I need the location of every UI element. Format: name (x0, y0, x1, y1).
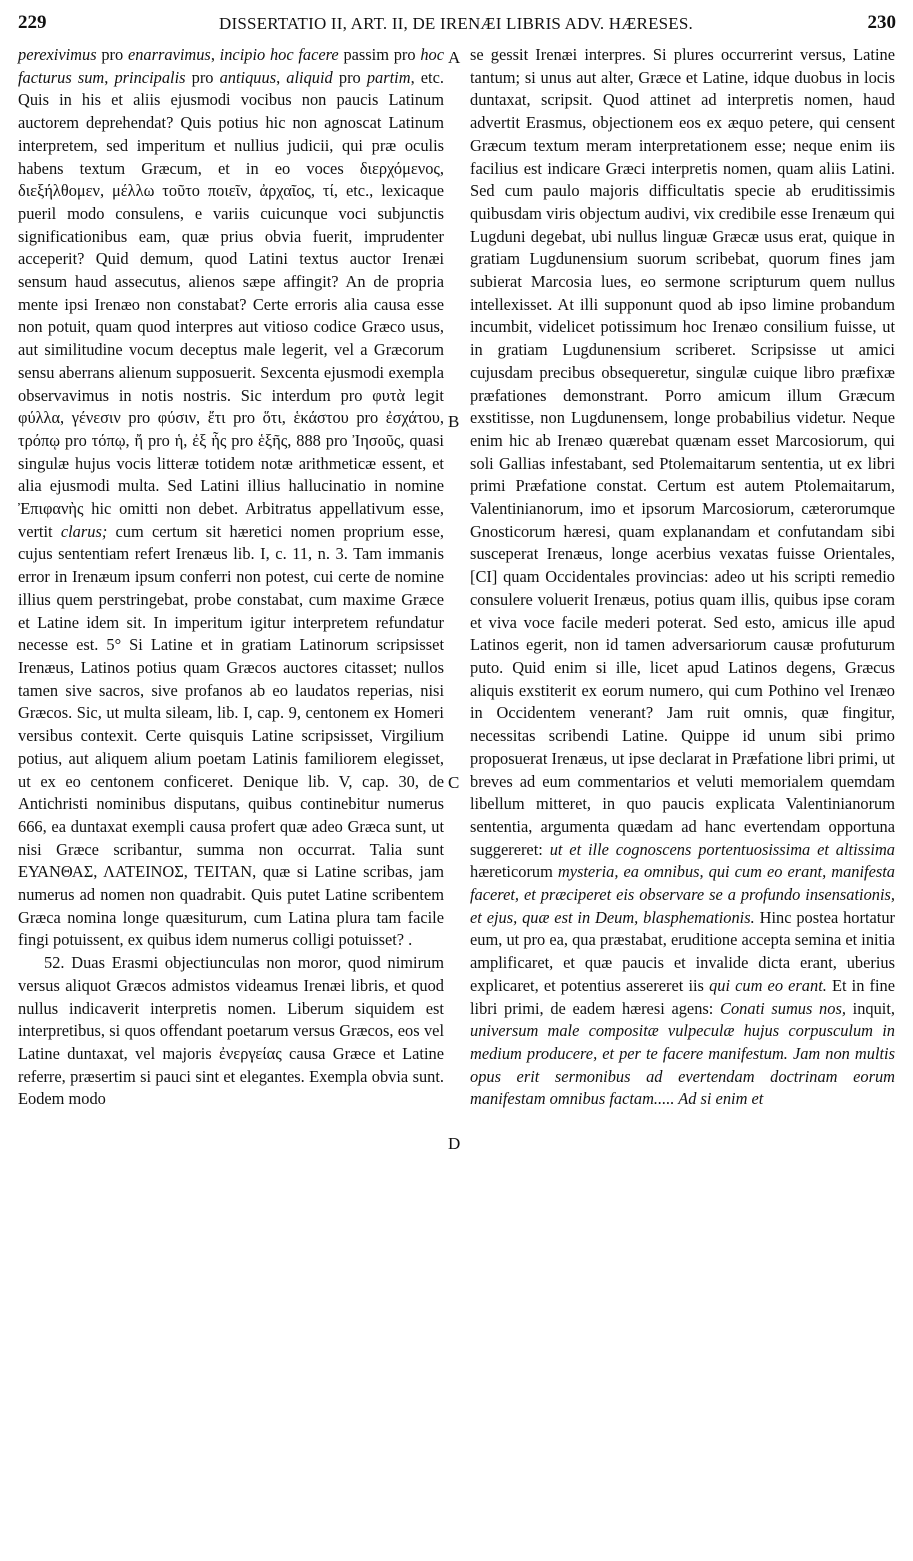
italic-phrase: incipio hoc facere (219, 45, 339, 64)
margin-marker-c: C (448, 773, 460, 792)
italic-phrase: hoc facturus sum (18, 45, 444, 87)
italic-phrase: universum male compositæ vulpeculæ hujus corpusculum in medium producere, et per te facere manifestum. Jam non multis opus erit sermonibus ad evertendam doctrinam eorum manifestam omnibus factam..... Ad si enim et (470, 1021, 895, 1109)
italic-phrase: qui cum eo erant. (709, 975, 827, 995)
margin-marker-a: A (448, 48, 461, 67)
italic-phrase: aliquid (286, 67, 333, 87)
italic-phrase: enarravimus (127, 45, 211, 64)
paragraph: se gessit Irenæi interpres. Si plures occurrerint versus, Latine tantum; si unus aut alter, Græce et Latine, idque duobus in locis duntaxat, scripsit. Quod attinet ad interpretis nomen, haud advertit Erasmus, objectionem eos ex æquo petere, qui censent Græcum textum meram interpretationem esse; neque enim iis facilius est indicare Græci interpretis nomen, quam aliis Latini. Sed cum paulo majoris difficultatis specie ab eruditissimis quibusdam viris objectum audivi, vix credibile esse Irenæum qui Lugduni degebat, ubi nullus linguæ Græcæ usus erat, quique in gratiam Lugdunensium suorum scribebat, quorum fines jam subierat Marcosia lues, eo sermone scripturum quem nullus intellexisset. At illi supponunt quod ab ipso limine probandum incumbit, videlicet potissimum hoc Irenæo consilium fuisse, ut in gratiam Lugdunensium scriberet. Scripsisse ut amici cujusdam precibus obsequeretur, singulæ cuique libro præfixæ præfationes demonstrant. Porro amicum illum Græcum exstitisse, non Lugdunensem, longe probabilius videtur. Neque enim hic ab Irenæo quærebat quænam esset Marcosiorum, qui soli Gallias infestabant, sed Ptolemaitarum sententia, ut ex libri primi Præfatione constat. Certum est autem Ptolemaitarum, Valentinianorum, imo et ipsorum Marcosiorum, cæterorumque Gnosticorum hæresi, quam explanandam et confutandam sibi susceperat Irenæus, longe acerbius vexatas fuisse Orientales, [CI] quam Occidentales provincias: adeo ut his scripti remedio consulere voluerit Irenæus, potius quam illis, quibus ipse coram et viva voce facile mederi poterat. Sed esto, amicus ille apud Latinos egerit, non id tamen adversariorum causæ profuturum puto. Quid enim si ille, licet apud Latinos degens, Græcus aliquis exstiterit ex eorum numero, qui cum Pothino vel Irenæo in Occidentem venerant? Jam ruit omnis, quæ fingitur, necessitas scribendi Latine. Quippe id unum sibi primo proposuerat Irenæus, ut ipse declarat in Præfatione libri primi, ut breves ad eum commentarios et veluti memorialem quemdam libellum mitteret, in quo paucis explicata Valentinianorum sententia, argumenta quædam ad hanc evertendam opportuna suggereret: ut et ille cognoscens portentuosissima et altissima hæreticorum mysteria, ea omnibus, qui cum eo erant, manifesta faceret, et præciperet eis observare se a profundo insensationis, et ejus, quæ est in Deum, blasphemationis. Hinc postea hortatur eum, ut pro ea, qua præstabat, eruditione accepta semina et initia amplificaret, et quæ paucis et invalide dicta erant, uberius explicaret, et potentius assereret iis qui cum eo erant. Et in fine libri primi, de eadem hæresi agens: Conati sumus nos, inquit, universum male compositæ vulpeculæ hujus corpusculum in medium producere, et per te facere manifestum. Jam non multis opus erit sermonibus ad evertendam doctrinam eorum manifestam omnibus factam..... Ad si enim et (470, 45, 896, 1109)
page-number-left: 229 (18, 12, 47, 33)
running-title: DISSERTATIO II, ART. II, DE IRENÆI LIBRIS ADV. HÆRESES. (218, 14, 693, 33)
italic-phrase: Conati sumus nos, (720, 998, 846, 1018)
italic-phrase: ut et ille cognoscens portentuosissima et altissima (549, 839, 895, 859)
page-number-right: 230 (867, 12, 896, 33)
paragraph: 52. Duas Erasmi objectiunculas non moror, quod nimirum versus aliquot Græcos admistos videamus Irenæi libris, et quod nullus indicaverit interpretis nomen. Liberum siquidem est interpretibus, si quos offendant poetarum versus Græcos, eos vel Latine duntaxat, vel majoris ἐνεργείας causa Græce et Latine referre, præsertim si pauci sint et elegantes. Exempla obvia sunt. Eodem modo (18, 953, 444, 1109)
italic-phrase: clarus; (60, 521, 108, 541)
left-column (18, 44, 444, 1111)
paragraph: perexivimus pro enarravimus, incipio hoc facere passim pro hoc facturus sum, principalis pro antiquus, aliquid pro partim, etc. Quis in his et aliis ejusmodi vocibus non paucis Latinum auctorem deprehendat? Quis potius hic non agnoscat Latinum interpretem, sed imperitum et nullius judicii, qui præ oculis habens textum Græcum, et in eo voces διερχόμενος, διεξήλθομεν, μέλλω τοῦτο ποιεῖν, ἀρχαῖος, τί, etc., lexicaque pueril modo consulens, e variis cuicunque voci subjunctis significationibus eam, quæ prius obvia fuerit, imprudenter acceperit? Quid demum, quod Latini textus auctor Irenæi sensum haud assecutus, alienos sæpe affingit? An de propria mente ipsi Irenæo non constabat? Certe erroris alia causa esse non potuit, quam quod interpres aut vitioso codice Græco usus, aut similitudine vocum deceptus male legerit, vel a Græcorum sensu aberrans alienum supposuerit. Sexcenta ejusmodi exempla observavimus in notis nostris. Sic interdum pro φυτὰ legit φύλλα, γένεσιν pro φύσιν, ἔτι pro ὅτι, ἑκάστου pro ἐσχάτου, τρόπῳ pro τόπῳ, ἤ pro ἡ, ἐξ ἧς pro ἑξῆς, 888 pro Ἰησοῦς, quasi singulæ hujus vocis litteræ totidem notæ arithmeticæ essent, et alia ejusmodi multa. Sed Latini illius hallucinatio in nomine Ἐπιφανὴς hic omitti non debet. Arbitratus appellativum esse, vertit clarus; cum certum sit hæretici nomen proprium esse, cujus sententiam refert Irenæus lib. I, c. 11, n. 3. Tam immanis error in Irenæum ipsum conferri non potest, cui certe de nomine illius quem perstringebat, probe constabat, cum maxime Græce et Latine idem sit. In imperitum igitur interpretem refundatur necesse est. 5° Si Latine et in gratiam Latinorum scripsisset Irenæus, Latinos potius quam Græcos auctores citasset; nullos tamen sive sacros, sive profanos ab eo laudatos reperias, nisi Græcos. Sic, ut multa sileam, lib. I, cap. 9, centonem ex Homeri versibus contexit. Certe quisquis Latine scripsisset, Virgilium potius, aut aliquem alium poetam Latinis familiorem elegisset, ut ex eo centonem conficeret. Denique lib. V, cap. 30, de Antichristi nominibus disputans, quibus continebitur numerus 666, ea duntaxat exempli causa profert quæ adeo Græca sunt, ut nisi Græce scribantur, summa non occurrat. Talia sunt ΕΥΑΝΘΑΣ, ΛΑΤΕΙΝΟΣ, ΤΕΙΤΑΝ, quæ si Latine scribas, jam numerus ad nomen non quadrabit. Quis putet Latine scribentem Græca nomina longe quæsiturum, cum Latina plura tam facile fingi potuissent, ex quibus idem numerus colligi potuisset? . (18, 45, 444, 950)
right-column (470, 44, 895, 1111)
italic-phrase: perexivimus (18, 45, 97, 64)
italic-phrase: principalis (114, 67, 186, 87)
running-header (16, 12, 896, 40)
italic-phrase: mysteria, ea omnibus, qui cum eo erant, manifesta faceret, et præciperet eis observare se a profundo insensationis, et ejus, quæ est in Deum, blasphemationis. (470, 862, 895, 927)
margin-marker-d: D (448, 1134, 461, 1153)
italic-phrase: antiquus (219, 67, 277, 87)
italic-phrase: partim (366, 67, 411, 87)
margin-marker-b: B (448, 412, 460, 431)
